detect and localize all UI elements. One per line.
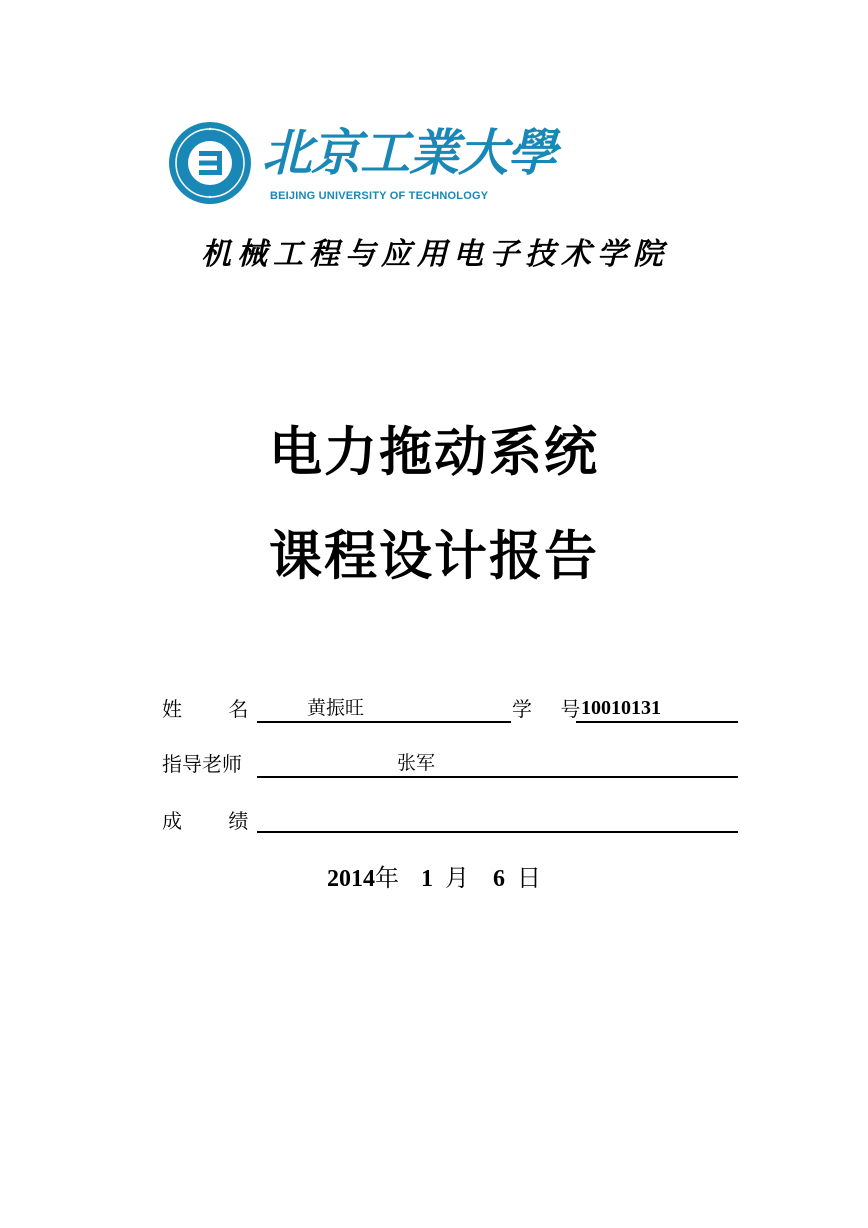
grade-label [162,806,252,836]
student-id-label [512,694,581,724]
advisor-field[interactable] [257,748,738,778]
university-seal-icon [168,121,252,205]
name-label [162,694,252,724]
report-title-line-2: 课程设计报告 [269,526,599,587]
name-label-text: 姓 名 [162,697,249,721]
student-id-value: 10010131 [581,697,661,719]
student-id-field[interactable] [576,693,738,723]
date-year: 2014 [327,866,375,892]
report-title-line-1: 电力拖动系统 [269,422,599,483]
name-field[interactable] [257,693,511,723]
date-month-unit: 月 [445,866,469,892]
college-name: 机械工程与应用电子技术学院 [201,237,669,272]
date-day-unit: 日 [517,866,541,892]
advisor-label: 指导老师 [162,752,242,776]
advisor-value: 张军 [397,752,436,774]
name-value: 黄振旺 [307,697,365,719]
university-name-chinese: 北京工業大學 [262,123,556,182]
student-id-label-text: 学 号 [512,697,581,721]
university-name-english: BEIJING UNIVERSITY OF TECHNOLOGY [270,190,489,202]
report-date [0,862,868,896]
date-day: 6 [493,866,505,892]
grade-label-text: 成 绩 [162,809,249,833]
date-month: 1 [421,866,433,892]
grade-field[interactable] [257,803,738,833]
date-year-unit: 年 [375,866,399,892]
